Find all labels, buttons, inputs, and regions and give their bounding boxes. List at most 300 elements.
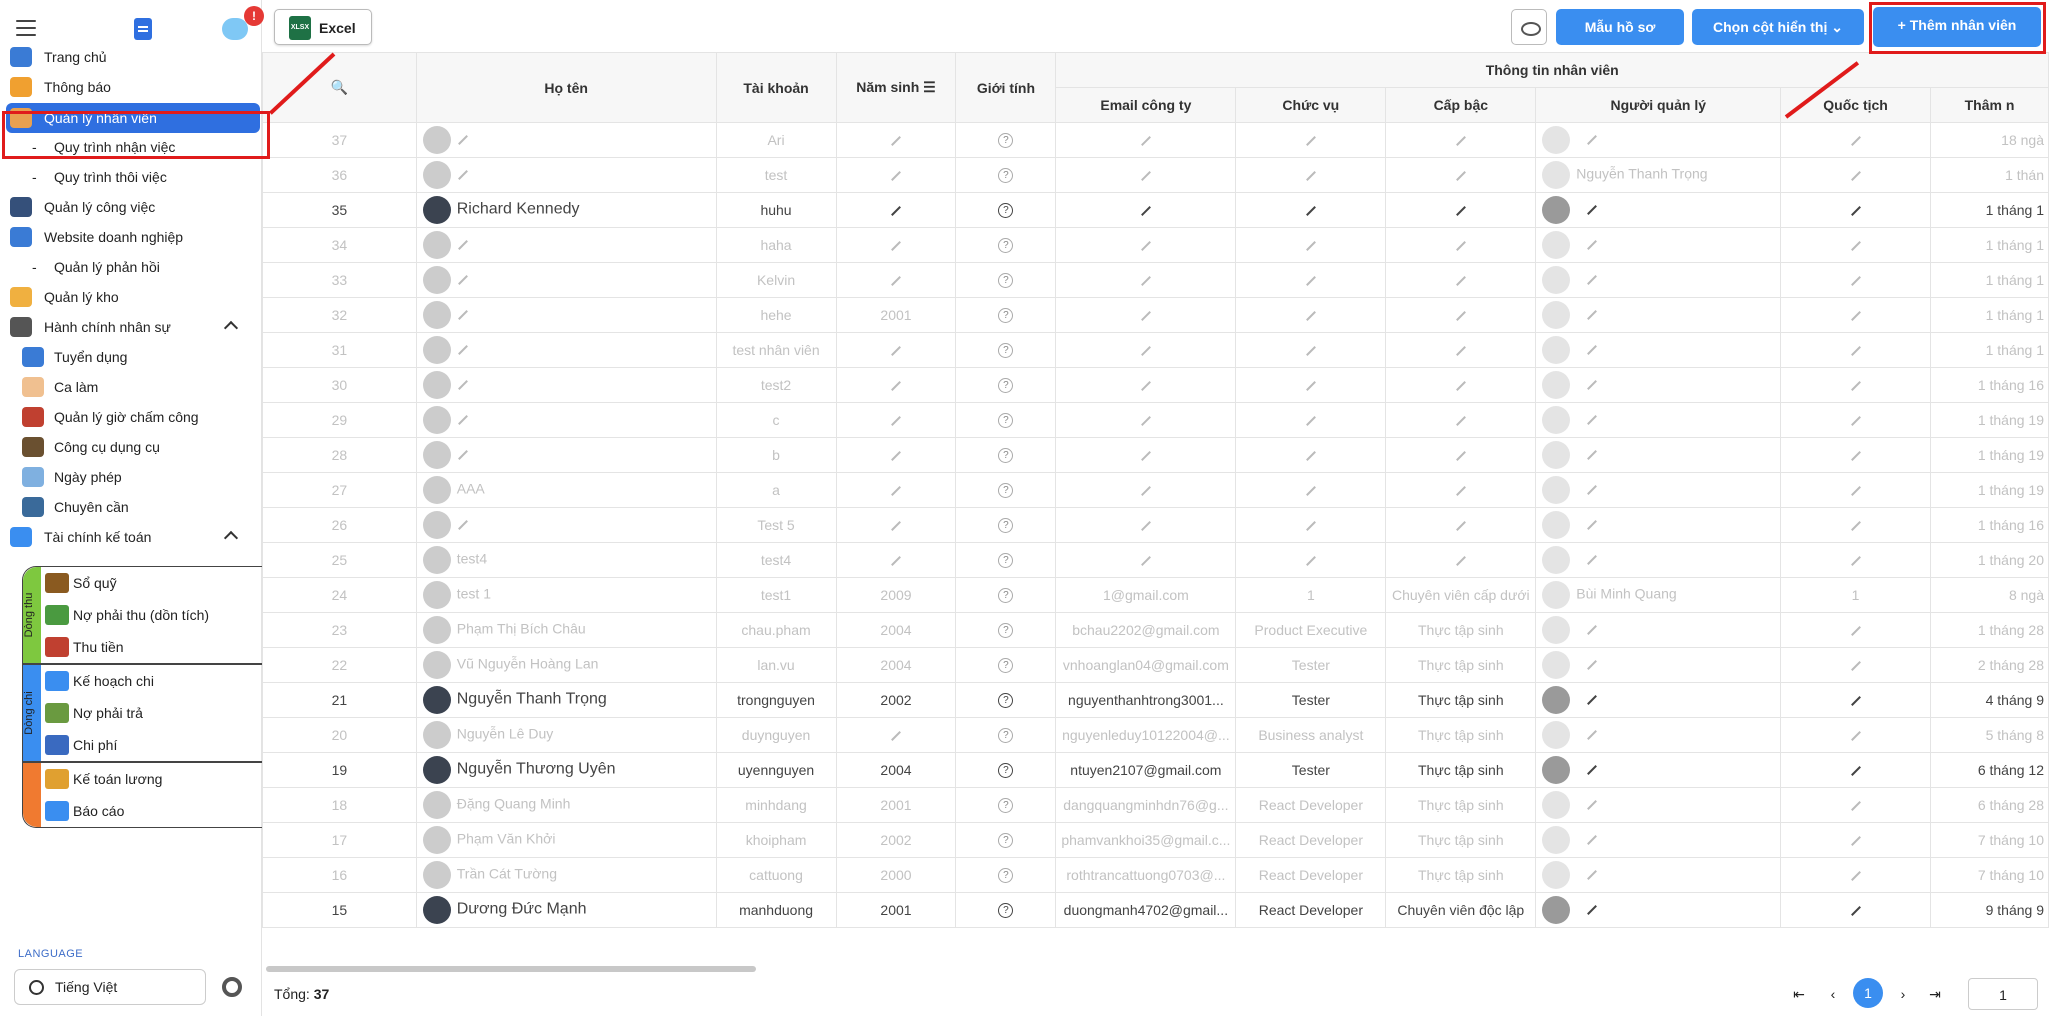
nationality-cell[interactable] (1781, 263, 1931, 298)
table-row[interactable] (263, 613, 2049, 648)
question-icon[interactable]: ? (998, 518, 1013, 533)
menu-icon[interactable] (16, 20, 36, 36)
level-cell[interactable] (1386, 228, 1536, 263)
table-row[interactable] (263, 473, 2049, 508)
edit-icon[interactable] (458, 380, 468, 390)
birth-cell[interactable] (836, 263, 956, 298)
gender-cell[interactable] (956, 123, 1056, 158)
birth-cell[interactable]: 2004 (836, 648, 956, 683)
level-cell[interactable]: Thực tập sinh (1386, 718, 1536, 753)
gender-cell[interactable] (956, 368, 1056, 403)
level-cell[interactable]: Thực tập sinh (1386, 788, 1536, 823)
account-cell[interactable]: a (716, 473, 836, 508)
position-cell[interactable]: Business analyst (1236, 718, 1386, 753)
col-manager[interactable]: Người quản lý (1536, 88, 1781, 123)
edit-icon[interactable] (1456, 451, 1466, 461)
finance-item[interactable] (41, 764, 263, 794)
email-cell[interactable]: 1@gmail.com (1056, 578, 1236, 613)
col-name[interactable] (416, 53, 716, 123)
level-cell[interactable]: Chuyên viên độc lập (1386, 893, 1536, 928)
row-id[interactable]: 22 (263, 648, 417, 683)
table-row[interactable] (263, 228, 2049, 263)
sidebar-item[interactable] (0, 462, 262, 492)
account-cell[interactable]: Ari (716, 123, 836, 158)
edit-icon[interactable] (458, 275, 468, 285)
account-cell[interactable]: hehe (716, 298, 836, 333)
edit-icon[interactable] (1456, 276, 1466, 286)
nationality-cell[interactable] (1781, 368, 1931, 403)
account-cell[interactable]: test (716, 158, 836, 193)
name-cell[interactable] (416, 158, 716, 193)
manager-cell[interactable] (1536, 648, 1781, 683)
scroll-thumb[interactable] (266, 966, 756, 972)
edit-icon[interactable] (1851, 626, 1861, 636)
edit-icon[interactable] (1587, 835, 1597, 845)
edit-icon[interactable] (1456, 381, 1466, 391)
question-icon[interactable]: ? (998, 168, 1013, 183)
question-icon[interactable]: ? (998, 308, 1013, 323)
edit-icon[interactable] (1851, 801, 1861, 811)
edit-icon[interactable] (1141, 451, 1151, 461)
manager-cell[interactable] (1536, 333, 1781, 368)
edit-icon[interactable] (1851, 836, 1861, 846)
edit-icon[interactable] (1306, 451, 1316, 461)
manager-cell[interactable] (1536, 228, 1781, 263)
email-cell[interactable]: bchau2202@gmail.com (1056, 613, 1236, 648)
name-cell[interactable] (416, 683, 716, 718)
table-row[interactable] (263, 823, 2049, 858)
birth-cell[interactable]: 2009 (836, 578, 956, 613)
position-cell[interactable]: 1 (1236, 578, 1386, 613)
edit-icon[interactable] (891, 276, 901, 286)
question-icon[interactable]: ? (998, 448, 1013, 463)
name-cell[interactable] (416, 368, 716, 403)
edit-icon[interactable] (458, 345, 468, 355)
table-row[interactable] (263, 858, 2049, 893)
nationality-cell[interactable] (1781, 753, 1931, 788)
edit-icon[interactable] (1851, 381, 1861, 391)
edit-icon[interactable] (458, 310, 468, 320)
level-cell[interactable] (1386, 473, 1536, 508)
row-id[interactable]: 36 (263, 158, 417, 193)
row-id[interactable]: 24 (263, 578, 417, 613)
edit-icon[interactable] (1306, 416, 1316, 426)
edit-icon[interactable] (1587, 870, 1597, 880)
edit-icon[interactable] (1456, 241, 1466, 251)
nationality-cell[interactable] (1781, 158, 1931, 193)
edit-icon[interactable] (1306, 381, 1316, 391)
table-row[interactable] (263, 718, 2049, 753)
nationality-cell[interactable] (1781, 613, 1931, 648)
name-cell[interactable] (416, 473, 716, 508)
birth-cell[interactable] (836, 543, 956, 578)
level-cell[interactable]: Thực tập sinh (1386, 823, 1536, 858)
finance-item[interactable] (41, 632, 263, 662)
account-cell[interactable]: cattuong (716, 858, 836, 893)
question-icon[interactable]: ? (998, 133, 1013, 148)
choose-columns-button[interactable]: Chọn cột hiển thị ⌄ (1692, 9, 1864, 45)
name-cell[interactable] (416, 298, 716, 333)
gender-cell[interactable] (956, 648, 1056, 683)
row-id[interactable]: 21 (263, 683, 417, 718)
chevron-up-icon[interactable] (224, 531, 238, 545)
row-id[interactable]: 23 (263, 613, 417, 648)
settings-gear-icon[interactable] (222, 977, 242, 997)
email-cell[interactable] (1056, 368, 1236, 403)
col-nationality[interactable]: Quốc tịch (1781, 88, 1931, 123)
edit-icon[interactable] (1306, 556, 1316, 566)
nationality-cell[interactable] (1781, 788, 1931, 823)
seniority-cell[interactable]: 1 tháng 1 (1931, 228, 2049, 263)
edit-icon[interactable] (1587, 135, 1597, 145)
edit-icon[interactable] (1306, 206, 1316, 216)
name-cell[interactable] (416, 893, 716, 928)
position-cell[interactable]: Tester (1236, 753, 1386, 788)
edit-icon[interactable] (891, 171, 901, 181)
edit-icon[interactable] (1587, 485, 1597, 495)
edit-icon[interactable] (1587, 415, 1597, 425)
question-icon[interactable]: ? (998, 343, 1013, 358)
level-cell[interactable] (1386, 438, 1536, 473)
row-id[interactable]: 26 (263, 508, 417, 543)
manager-cell[interactable] (1536, 543, 1781, 578)
seniority-cell[interactable]: 18 ngà (1931, 123, 2049, 158)
nationality-cell[interactable] (1781, 648, 1931, 683)
edit-icon[interactable] (891, 381, 901, 391)
edit-icon[interactable] (1851, 906, 1861, 916)
birth-cell[interactable] (836, 718, 956, 753)
birth-cell[interactable] (836, 368, 956, 403)
export-excel-button[interactable] (274, 9, 372, 45)
birth-cell[interactable]: 2001 (836, 788, 956, 823)
account-cell[interactable]: test nhân viên (716, 333, 836, 368)
birth-cell[interactable] (836, 438, 956, 473)
level-cell[interactable] (1386, 333, 1536, 368)
email-cell[interactable]: dangquangminhdn76@g... (1056, 788, 1236, 823)
edit-icon[interactable] (1456, 311, 1466, 321)
gender-cell[interactable] (956, 578, 1056, 613)
edit-icon[interactable] (458, 415, 468, 425)
row-id[interactable]: 30 (263, 368, 417, 403)
edit-icon[interactable] (891, 556, 901, 566)
position-cell[interactable]: React Developer (1236, 823, 1386, 858)
finance-item[interactable] (41, 698, 263, 728)
row-id[interactable]: 27 (263, 473, 417, 508)
email-cell[interactable]: nguyenthanhtrong3001... (1056, 683, 1236, 718)
account-cell[interactable]: minhdang (716, 788, 836, 823)
edit-icon[interactable] (891, 136, 901, 146)
edit-icon[interactable] (1141, 276, 1151, 286)
gender-cell[interactable] (956, 508, 1056, 543)
position-cell[interactable] (1236, 368, 1386, 403)
gender-cell[interactable] (956, 263, 1056, 298)
clipboard-icon[interactable] (134, 18, 152, 40)
manager-cell[interactable] (1536, 473, 1781, 508)
nationality-cell[interactable] (1781, 333, 1931, 368)
gender-cell[interactable] (956, 403, 1056, 438)
table-row[interactable] (263, 438, 2049, 473)
account-cell[interactable]: lan.vu (716, 648, 836, 683)
table-row[interactable] (263, 263, 2049, 298)
row-id[interactable]: 25 (263, 543, 417, 578)
table-row[interactable] (263, 368, 2049, 403)
position-cell[interactable] (1236, 473, 1386, 508)
gender-cell[interactable] (956, 473, 1056, 508)
account-cell[interactable]: c (716, 403, 836, 438)
sidebar-item[interactable] (0, 192, 262, 222)
question-icon[interactable]: ? (998, 833, 1013, 848)
edit-icon[interactable] (1851, 171, 1861, 181)
manager-cell[interactable] (1536, 438, 1781, 473)
edit-icon[interactable] (891, 731, 901, 741)
search-icon[interactable]: 🔍 (263, 53, 417, 123)
birth-cell[interactable]: 2004 (836, 753, 956, 788)
birth-cell[interactable] (836, 228, 956, 263)
seniority-cell[interactable]: 1 tháng 1 (1931, 263, 2049, 298)
email-cell[interactable] (1056, 193, 1236, 228)
edit-icon[interactable] (1456, 521, 1466, 531)
edit-icon[interactable] (1306, 241, 1316, 251)
nationality-cell[interactable] (1781, 508, 1931, 543)
table-row[interactable] (263, 753, 2049, 788)
edit-icon[interactable] (458, 240, 468, 250)
seniority-cell[interactable]: 1 tháng 16 (1931, 368, 2049, 403)
row-id[interactable]: 15 (263, 893, 417, 928)
edit-icon[interactable] (1141, 556, 1151, 566)
edit-icon[interactable] (1141, 136, 1151, 146)
position-cell[interactable] (1236, 543, 1386, 578)
account-cell[interactable]: trongnguyen (716, 683, 836, 718)
edit-icon[interactable] (1141, 381, 1151, 391)
account-cell[interactable]: test4 (716, 543, 836, 578)
manager-cell[interactable] (1536, 858, 1781, 893)
edit-icon[interactable] (1456, 416, 1466, 426)
seniority-cell[interactable]: 1 tháng 20 (1931, 543, 2049, 578)
edit-icon[interactable] (1306, 486, 1316, 496)
edit-icon[interactable] (891, 206, 901, 216)
edit-icon[interactable] (1587, 520, 1597, 530)
gender-cell[interactable] (956, 228, 1056, 263)
col-level[interactable]: Cấp bậc (1386, 88, 1536, 123)
position-cell[interactable] (1236, 438, 1386, 473)
edit-icon[interactable] (1851, 696, 1861, 706)
position-cell[interactable] (1236, 298, 1386, 333)
edit-icon[interactable] (1851, 486, 1861, 496)
gender-cell[interactable] (956, 753, 1056, 788)
position-cell[interactable]: React Developer (1236, 893, 1386, 928)
email-cell[interactable] (1056, 123, 1236, 158)
question-icon[interactable]: ? (998, 728, 1013, 743)
question-icon[interactable]: ? (998, 798, 1013, 813)
table-row[interactable] (263, 683, 2049, 718)
birth-cell[interactable] (836, 193, 956, 228)
level-cell[interactable] (1386, 123, 1536, 158)
question-icon[interactable]: ? (998, 763, 1013, 778)
manager-cell[interactable] (1536, 508, 1781, 543)
manager-cell[interactable] (1536, 123, 1781, 158)
nationality-cell[interactable] (1781, 403, 1931, 438)
edit-icon[interactable] (1587, 275, 1597, 285)
manager-cell[interactable] (1536, 753, 1781, 788)
sidebar-item[interactable] (0, 282, 262, 312)
edit-icon[interactable] (1456, 171, 1466, 181)
account-cell[interactable]: uyennguyen (716, 753, 836, 788)
edit-icon[interactable] (1851, 206, 1861, 216)
email-cell[interactable] (1056, 263, 1236, 298)
seniority-cell[interactable]: 4 tháng 9 (1931, 683, 2049, 718)
account-cell[interactable]: duynguyen (716, 718, 836, 753)
sidebar-item[interactable] (0, 492, 262, 522)
email-cell[interactable] (1056, 473, 1236, 508)
sidebar-item[interactable] (0, 72, 262, 102)
edit-icon[interactable] (1851, 556, 1861, 566)
finance-item[interactable] (41, 666, 263, 696)
prev-page-icon[interactable]: ‹ (1830, 986, 1836, 1002)
seniority-cell[interactable]: 6 tháng 28 (1931, 788, 2049, 823)
row-id[interactable]: 32 (263, 298, 417, 333)
name-cell[interactable] (416, 193, 716, 228)
gender-cell[interactable] (956, 438, 1056, 473)
email-cell[interactable]: duongmanh4702@gmail... (1056, 893, 1236, 928)
edit-icon[interactable] (458, 520, 468, 530)
edit-icon[interactable] (1851, 416, 1861, 426)
edit-icon[interactable] (1306, 521, 1316, 531)
nationality-cell[interactable] (1781, 543, 1931, 578)
position-cell[interactable]: Tester (1236, 683, 1386, 718)
first-page-icon[interactable]: ⇤ (1793, 986, 1805, 1002)
email-cell[interactable] (1056, 333, 1236, 368)
position-cell[interactable] (1236, 403, 1386, 438)
finance-item[interactable] (41, 796, 263, 826)
edit-icon[interactable] (1851, 136, 1861, 146)
email-cell[interactable]: vnhoanglan04@gmail.com (1056, 648, 1236, 683)
edit-icon[interactable] (891, 451, 901, 461)
position-cell[interactable]: Product Executive (1236, 613, 1386, 648)
table-row[interactable] (263, 123, 2049, 158)
nationality-cell[interactable] (1781, 718, 1931, 753)
edit-icon[interactable] (1306, 346, 1316, 356)
level-cell[interactable] (1386, 508, 1536, 543)
birth-cell[interactable] (836, 158, 956, 193)
table-row[interactable] (263, 298, 2049, 333)
birth-cell[interactable]: 2002 (836, 823, 956, 858)
seniority-cell[interactable]: 1 tháng 1 (1931, 193, 2049, 228)
manager-cell[interactable] (1536, 403, 1781, 438)
row-id[interactable]: 16 (263, 858, 417, 893)
page-current[interactable]: 1 (1853, 978, 1883, 1008)
account-cell[interactable]: khoipham (716, 823, 836, 858)
finance-item[interactable] (41, 730, 263, 760)
row-id[interactable]: 37 (263, 123, 417, 158)
gender-cell[interactable] (956, 788, 1056, 823)
profile-template-button[interactable] (1556, 9, 1684, 45)
question-icon[interactable]: ? (998, 273, 1013, 288)
level-cell[interactable] (1386, 193, 1536, 228)
gender-cell[interactable] (956, 193, 1056, 228)
level-cell[interactable]: Chuyên viên cấp dưới (1386, 578, 1536, 613)
name-cell[interactable] (416, 788, 716, 823)
birth-cell[interactable]: 2001 (836, 893, 956, 928)
table-row[interactable] (263, 578, 2049, 613)
email-cell[interactable] (1056, 228, 1236, 263)
level-cell[interactable] (1386, 263, 1536, 298)
edit-icon[interactable] (1456, 206, 1466, 216)
edit-icon[interactable] (891, 241, 901, 251)
gender-cell[interactable] (956, 718, 1056, 753)
gender-cell[interactable] (956, 613, 1056, 648)
edit-icon[interactable] (1587, 205, 1597, 215)
nationality-cell[interactable] (1781, 123, 1931, 158)
account-cell[interactable]: huhu (716, 193, 836, 228)
edit-icon[interactable] (1587, 730, 1597, 740)
name-cell[interactable] (416, 263, 716, 298)
position-cell[interactable]: React Developer (1236, 788, 1386, 823)
email-cell[interactable]: ntuyen2107@gmail.com (1056, 753, 1236, 788)
edit-icon[interactable] (1587, 240, 1597, 250)
edit-icon[interactable] (1851, 731, 1861, 741)
sidebar-item[interactable] (0, 402, 262, 432)
position-cell[interactable] (1236, 263, 1386, 298)
birth-cell[interactable]: 2001 (836, 298, 956, 333)
finance-item[interactable] (41, 600, 263, 630)
account-cell[interactable]: test2 (716, 368, 836, 403)
account-cell[interactable]: b (716, 438, 836, 473)
seniority-cell[interactable]: 7 tháng 10 (1931, 823, 2049, 858)
nationality-cell[interactable] (1781, 683, 1931, 718)
level-cell[interactable] (1386, 298, 1536, 333)
position-cell[interactable]: React Developer (1236, 858, 1386, 893)
seniority-cell[interactable]: 1 tháng 19 (1931, 438, 2049, 473)
sidebar-item[interactable] (0, 162, 262, 192)
seniority-cell[interactable]: 9 tháng 9 (1931, 893, 2049, 928)
edit-icon[interactable] (1587, 345, 1597, 355)
name-cell[interactable] (416, 753, 716, 788)
question-icon[interactable]: ? (998, 623, 1013, 638)
position-cell[interactable] (1236, 228, 1386, 263)
manager-cell[interactable] (1536, 788, 1781, 823)
name-cell[interactable] (416, 123, 716, 158)
chevron-up-icon[interactable] (224, 321, 238, 335)
sidebar-item[interactable] (0, 522, 262, 552)
edit-icon[interactable] (1851, 766, 1861, 776)
seniority-cell[interactable]: 8 ngà (1931, 578, 2049, 613)
question-icon[interactable]: ? (998, 483, 1013, 498)
nationality-cell[interactable] (1781, 858, 1931, 893)
table-row[interactable] (263, 543, 2049, 578)
gender-cell[interactable] (956, 858, 1056, 893)
gender-cell[interactable] (956, 823, 1056, 858)
col-birth[interactable]: Năm sinh ☰ (836, 53, 956, 123)
edit-icon[interactable] (1851, 276, 1861, 286)
table-row[interactable] (263, 158, 2049, 193)
row-id[interactable]: 19 (263, 753, 417, 788)
account-cell[interactable]: haha (716, 228, 836, 263)
last-page-icon[interactable]: ⇥ (1929, 986, 1941, 1002)
edit-icon[interactable] (1456, 556, 1466, 566)
birth-cell[interactable] (836, 333, 956, 368)
email-cell[interactable]: nguyenleduy10122004@... (1056, 718, 1236, 753)
row-id[interactable]: 18 (263, 788, 417, 823)
sidebar-item[interactable] (0, 222, 262, 252)
seniority-cell[interactable]: 1 tháng 19 (1931, 473, 2049, 508)
position-cell[interactable] (1236, 158, 1386, 193)
edit-icon[interactable] (1587, 695, 1597, 705)
manager-cell[interactable] (1536, 193, 1781, 228)
position-cell[interactable] (1236, 193, 1386, 228)
edit-icon[interactable] (1587, 555, 1597, 565)
birth-cell[interactable]: 2004 (836, 613, 956, 648)
nationality-cell[interactable] (1781, 193, 1931, 228)
